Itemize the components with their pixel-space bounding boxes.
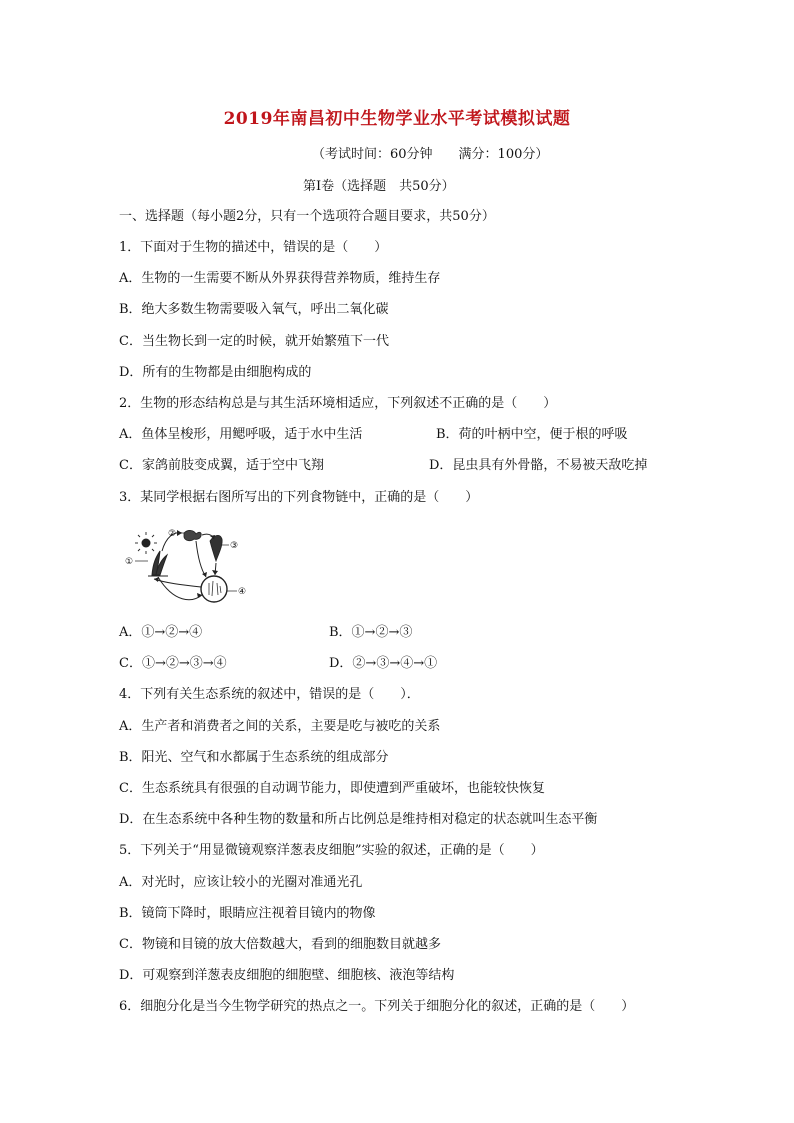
instruction: 一、选择题（每小题2分，只有一个选项符合题目要求，共50分） [119,209,495,224]
q5-option-c: C．物镜和目镜的放大倍数越大，看到的细胞数目就越多 [119,937,441,952]
question-3-stem: 3．某同学根据右图所写出的下列食物链中，正确的是（ ） [119,490,479,505]
question-1-stem: 1．下面对于生物的描述中，错误的是（ ） [119,240,388,255]
rabbit-icon [184,530,201,540]
question-5-stem: 5．下列关于“用显微镜观察洋葱表皮细胞”实验的叙述，正确的是（ ） [119,843,544,858]
q3-option-d: D．②→③→④→① [329,656,438,671]
q4-option-d: D．在生态系统中各种生物的数量和所占比例总是维持相对稳定的状态就叫生态平衡 [119,812,598,827]
food-chain-figure [122,519,252,607]
question-2-stem: 2．生物的形态结构总是与其生活环境相适应，下列叙述不正确的是（ ） [119,396,557,411]
q2-option-c: C．家鸽前肢变成翼，适于空中飞翔 [119,458,324,473]
q4-option-b: B．阳光、空气和水都属于生态系统的组成部分 [119,750,389,765]
figure-label-4: ④ [238,587,247,597]
q2-option-a: A．鱼体呈梭形，用鳃呼吸，适于水中生活 [119,427,363,442]
q1-option-a: A．生物的一生需要不断从外界获得营养物质，维持生存 [119,271,441,286]
question-4-stem: 4．下列有关生态系统的叙述中，错误的是（ ）． [119,687,420,702]
exam-title: 2019年南昌初中生物学业水平考试模拟试题 [223,109,571,129]
q5-option-b: B．镜筒下降时，眼睛应注视着目镜内的物像 [119,906,376,921]
q1-option-d: D．所有的生物都是由细胞构成的 [119,365,312,380]
q3-option-b: B．①→②→③ [329,625,413,640]
figure-label-2: ② [168,529,177,539]
figure-label-3: ③ [230,541,239,551]
q2-option-b: B．荷的叶柄中空，便于根的呼吸 [436,427,628,442]
sun-icon [142,539,151,548]
q1-option-b: B．绝大多数生物需要吸入氧气，呼出二氧化碳 [119,302,389,317]
q3-option-c: C．①→②→③→④ [119,656,227,671]
q4-option-c: C．生态系统具有很强的自动调节能力，即使遭到严重破坏，也能较快恢复 [119,781,545,796]
decomposer-circle [201,576,227,602]
q3-option-a: A．①→②→④ [119,625,203,640]
q5-option-d: D．可观察到洋葱表皮细胞的细胞壁、细胞核、液泡等结构 [119,968,455,983]
question-6-stem: 6．细胞分化是当今生物学研究的热点之一。下列关于细胞分化的叙述，正确的是（ ） [119,999,635,1014]
exam-info: （考试时间：60分钟 满分：100分） [312,147,549,162]
figure-label-1: ① [125,557,134,567]
q2-option-d: D．昆虫具有外骨骼，不易被天敌吃掉 [429,458,648,473]
section-heading: 第Ⅰ卷（选择题 共50分） [303,179,455,194]
grass-icon [148,551,168,576]
hawk-icon [210,535,222,561]
q1-option-c: C．当生物长到一定的时候，就开始繁殖下一代 [119,334,389,349]
q5-option-a: A．对光时，应该让较小的光圈对准通光孔 [119,875,363,890]
q4-option-a: A．生产者和消费者之间的关系，主要是吃与被吃的关系 [119,719,441,734]
